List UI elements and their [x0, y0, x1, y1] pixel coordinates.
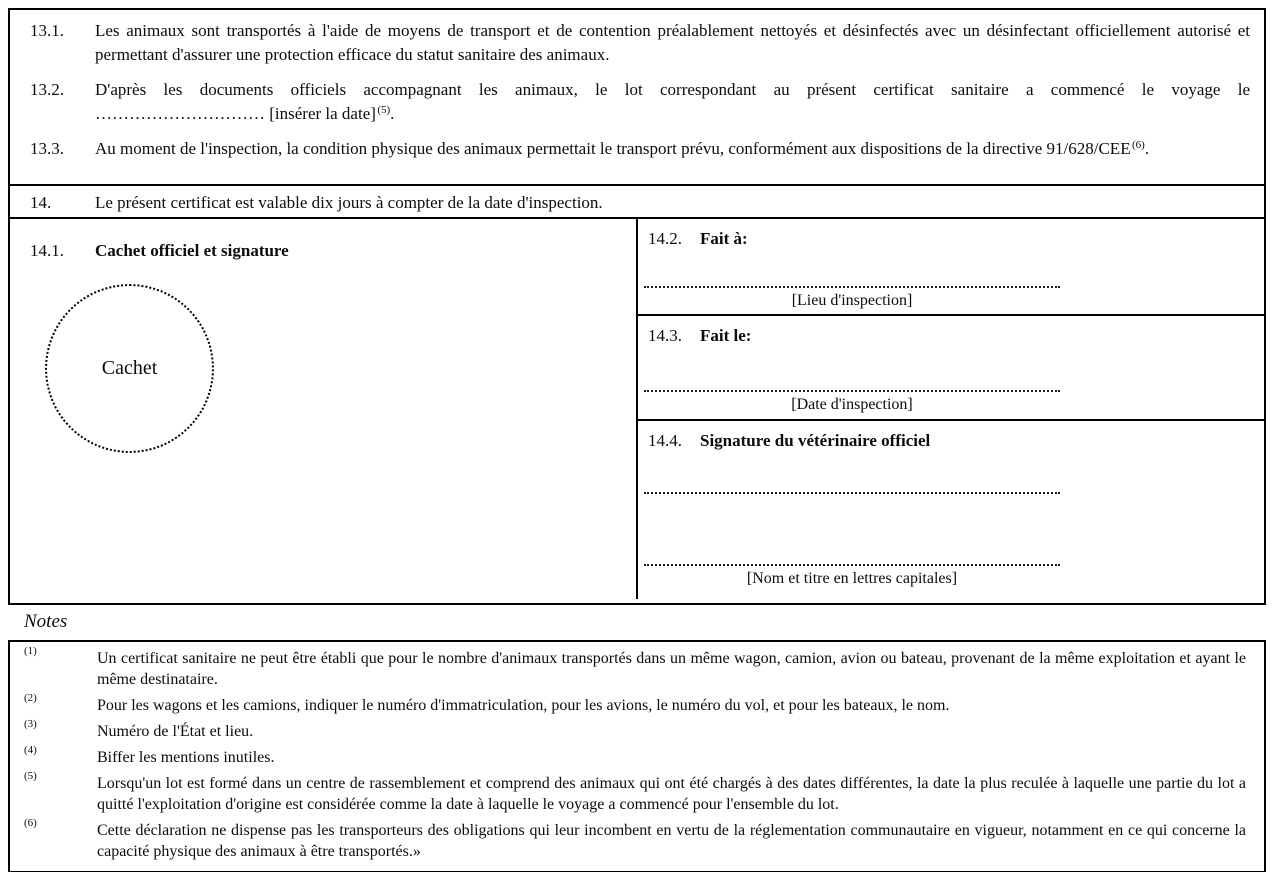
item-13-2 [10, 78, 1264, 126]
fait-a-cell [638, 219, 1264, 316]
dotted-line [644, 561, 1060, 566]
item-14-4 [638, 429, 1264, 453]
item-number: 13.2. [30, 80, 64, 99]
name-line [644, 561, 1060, 589]
footnote-3 [10, 718, 1264, 742]
footnote-2 [10, 692, 1264, 716]
signature-block [10, 219, 1264, 599]
item-13-1 [10, 19, 1264, 67]
field-hint: [Date d'inspection] [791, 396, 913, 413]
item-suffix: . [390, 104, 395, 123]
footnote-ref-6: (6) [1132, 139, 1145, 151]
footnote-marker: (2) [24, 692, 37, 704]
item-text [95, 78, 1264, 126]
item-14 [10, 191, 1264, 215]
item-13-3 [10, 137, 1264, 161]
footnote-4 [10, 744, 1264, 768]
footnote-marker: (5) [24, 770, 37, 782]
item-14-2 [638, 227, 1264, 251]
item-number: 14. [30, 193, 52, 212]
item-text-main: D'après les documents officiels accompagnant les animaux, le lot correspondant au présent certificat sanitaire a commencé le voyage le [95, 80, 1250, 99]
item-title: Fait à: [700, 229, 748, 248]
item-number: 13.1. [30, 21, 64, 40]
notes-title: Notes [24, 611, 68, 632]
footnote-text: Biffer les mentions inutiles. [97, 749, 275, 766]
footnote-ref-5: (5) [377, 104, 391, 116]
signature-right-column [638, 219, 1264, 599]
field-hint: [Nom et titre en lettres capitales] [746, 570, 958, 587]
footnote-5 [10, 770, 1264, 815]
footnote-text: Un certificat sanitaire ne peut être établi que pour le nombre d'animaux transportés dans un même wagon, camion, avion ou bateau, provenant de la même exploitation et ayant le même destinataire. [97, 650, 1246, 688]
fait-le-answer [644, 387, 1060, 415]
item-title: Signature du vétérinaire officiel [700, 431, 931, 450]
item-14-3 [638, 324, 1264, 348]
footnote-marker: (6) [24, 817, 37, 829]
dotted-line [644, 387, 1060, 392]
field-hint: [Lieu d'inspection] [791, 292, 913, 309]
footnote-marker: (4) [24, 744, 37, 756]
signature-line [644, 489, 1060, 494]
item-number: 14.2. [648, 229, 682, 248]
footnote-marker: (1) [24, 645, 37, 657]
dotted-line [644, 489, 1060, 494]
signature-cell [638, 421, 1264, 599]
footnote-text: Numéro de l'État et lieu. [97, 723, 254, 740]
footnote-text: Lorsqu'un lot est formé dans un centre de rassemblement et comprend des animaux qui ont été chargés à des dates différentes, la date la plus reculée à laquelle une partie du lot a quitté l'exploitation d'origine est considérée comme la date à laquelle le voyage a commencé pour l'ensemble du lot. [97, 775, 1246, 813]
section-13 [10, 10, 1264, 186]
notes-box [8, 640, 1266, 872]
item-text: Le présent certificat est valable dix jours à compter de la date d'inspection. [95, 193, 603, 212]
item-number: 14.1. [30, 241, 64, 260]
certificate-table [8, 8, 1266, 605]
item-text-main: Au moment de l'inspection, la condition physique des animaux permettait le transport prévu, conformément aux dispositions de la directive 91/628/CEE [95, 139, 1131, 158]
item-number: 14.4. [648, 431, 682, 450]
footnote-text: Pour les wagons et les camions, indiquer le numéro d'immatriculation, pour les avions, le numéro du vol, et pour les bateaux, le nom. [97, 697, 950, 714]
stamp-cell [10, 219, 638, 599]
item-14-1 [10, 239, 636, 263]
stamp-circle [45, 284, 214, 453]
section-14 [10, 186, 1264, 219]
stamp-label: Cachet [101, 357, 158, 379]
fait-le-cell [638, 316, 1264, 421]
footnote-marker: (3) [24, 718, 37, 730]
dotted-line [644, 283, 1060, 288]
item-text [95, 137, 1264, 161]
item-number: 14.3. [648, 326, 682, 345]
fill-in-leader: ………………………… [insérer la date] [95, 104, 376, 123]
item-title: Fait le: [700, 326, 752, 345]
footnote-1 [10, 645, 1264, 690]
item-text: Les animaux sont transportés à l'aide de moyens de transport et de contention préalablement nettoyés et désinfectés avec un désinfectant officiellement autorisé et permettant d'assurer une protection efficace du statut sanitaire des animaux. [95, 21, 1250, 64]
item-suffix: . [1144, 139, 1150, 158]
item-number: 13.3. [30, 139, 64, 158]
item-title: Cachet officiel et signature [95, 241, 289, 260]
fait-a-answer [644, 283, 1060, 311]
footnote-6 [10, 817, 1264, 862]
footnote-text: Cette déclaration ne dispense pas les transporteurs des obligations qui leur incombent en vertu de la réglementation communautaire en vigueur, notamment en ce qui concerne la capacité physique des animaux à être transportés.» [97, 822, 1246, 860]
